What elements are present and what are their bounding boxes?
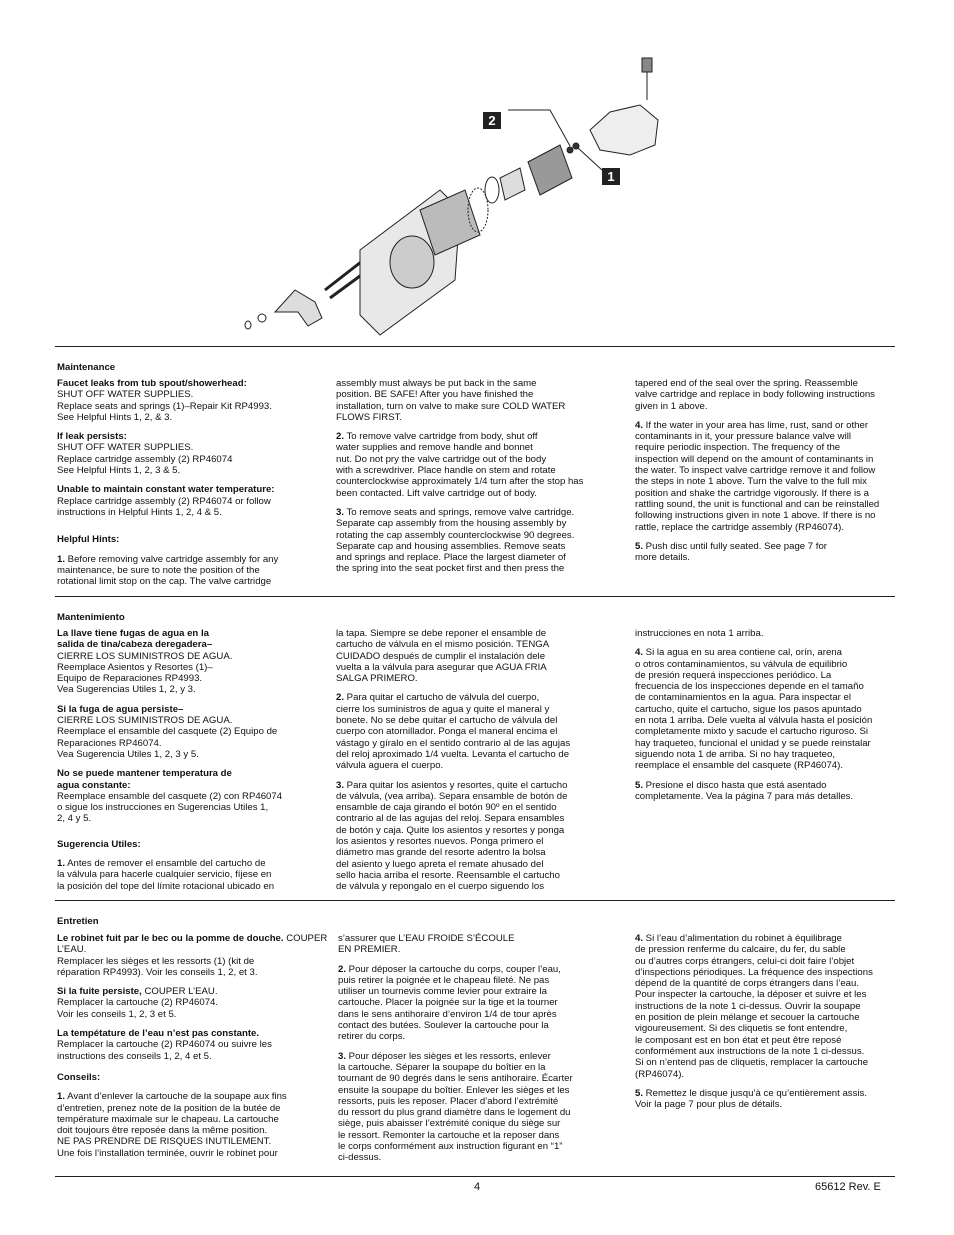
en-temp-heading: Unable to maintain constant water temperature: (57, 484, 275, 496)
es-temp-text: Reemplace ensamble del casquete (2) con RP46074 o sigue los instrucciones en Sugerencias Utiles 1, 2, 4 y 5. (57, 790, 283, 825)
en-hint-5-text: Push disc until fully seated. See page 7 for more details. (635, 540, 828, 564)
en-persist-heading: If leak persists: (57, 431, 127, 443)
es-hint-3-number: 3. (336, 779, 345, 791)
fr-leaks-text: Remplacer les sièges et les ressorts (1) (kit de réparation RP4993). Voir les conseils 1, 2, et 3. (57, 955, 258, 978)
en-leaks-heading: Faucet leaks from tub spout/showerhead: (57, 378, 247, 389)
es-column-2 (336, 628, 621, 901)
en-persist-text: SHUT OFF WATER SUPPLIES. Replace cartridge assembly (2) RP46074 See Helpful Hints 1, 2, 3 & 5. (57, 442, 233, 477)
fr-column-1 (57, 933, 332, 1167)
section-title-entretien: Entretien (57, 916, 99, 927)
fr-hint-3-text: Pour déposer les sièges et les ressorts, enlever la cartouche. Séparer la soupape du boîtier en la tournant de 90 degrés dans le sens antihoraire. Écarter ensuite la soupape du boîtier. Enlever les sièges et les ressorts, puis les reposer. Placer d’abord l’extrémité du ressort du plus grand diamètre dans le logement du siège, puis abaisser l’extrémité conique du siège sur le ressort. Remonter la cartouche et la reposer dans le corps conformément aux instruction figurant en “1” ci-dessus. (338, 1050, 573, 1164)
fr-temp-text: Remplacer la cartouche (2) RP46074 ou suivre les instructions des conseils 1, 2, 4 et 5. (57, 1039, 272, 1062)
page-number: 4 (474, 1181, 481, 1193)
es-hint-1-cont: la tapa. Siempre se debe reponer el ensamble de cartucho de válvula en el mismo posición. TENGA CUIDADO después de cumplir el instalación dele vuelta a la válvula para asegurar que AGUA FRIA SALGA PRIMERO. (336, 628, 550, 685)
es-hint-1-number: 1. (57, 858, 66, 870)
fr-hint-3-number: 3. (338, 1050, 347, 1062)
fr-temp-heading: La tempétature de l’eau n’est pas constante. (57, 1028, 260, 1040)
es-hint-5-text: Presione el disco hasta que está asentado completamente. Vea la página 7 para más detalles. (635, 779, 854, 802)
es-hint-2-number: 2. (336, 692, 345, 704)
fr-hint-2-number: 2. (338, 963, 347, 975)
en-column-1 (57, 378, 317, 595)
es-column-3 (635, 628, 925, 810)
en-temp-text: Replace cartridge assembly (2) RP46074 or follow instructions in Helpful Hints 1, 2, 4 & 5. (57, 495, 271, 518)
fr-leaks-heading: Le robinet fuit par le bec ou la pomme de douche. (57, 933, 284, 944)
en-hint-1-text: Before removing valve cartridge assembly for any maintenance, be sure to note the position of the rotational limit stop on the cap. The valve cartridge (57, 553, 279, 588)
fr-column-3 (635, 933, 925, 1118)
fr-hints-heading: Conseils: (57, 1071, 101, 1083)
fr-persist-cut: COUPER L’EAU. (141, 986, 218, 998)
es-temp-heading: No se puede mantener temperatura de agua constante: (57, 768, 232, 791)
es-hint-3-text: Para quitar los asientos y resortes, quite el cartucho de válvula, (vea arriba). Separa ensamble de botón de ensamble de caja girando el botón 90º en el sentido contrario al de las agujas del reloj. Separa ensambles de botón y caja. Quite los asientos y resortes y ponga los asientos y resortes nuevos. Ponga primero el diámetro mas grande del resorte adentro la bolsa del asiento y luego apreta el remate ahusado del sello hacia arriba el resorte. Reensamble el cartucho de válvula y repongalo en el cuerpo siguendo los (336, 779, 568, 893)
en-hint-3-cont: tapered end of the seal over the spring. Reassemble valve cartridge and replace in body following instructions given in 1 above. (635, 378, 875, 412)
en-leaks-text: SHUT OFF WATER SUPPLIES. Replace seats and springs (1)–Repair Kit RP4993. See Helpful Hints 1, 2, & 3. (57, 389, 272, 423)
fr-hint-2-text: Pour déposer la cartouche du corps, couper l’eau, puis retirer la poignée et le chapeau fileté. Ne pas utiliser un tournevis comme levier pour extraire la cartouche. Placer la poignée sur la tige et la tourner dans le sens antihoraire d’environ 1/4 de tour après contact des butées. Soulever la cartouche pour la retirer du corps. (338, 963, 561, 1043)
fr-persist-text: Remplacer la cartouche (2) RP46074. Voir les conseils 1, 2, 3 et 5. (57, 997, 219, 1020)
es-column-1 (57, 628, 327, 900)
exploded-parts-diagram (230, 50, 670, 340)
en-hint-3-number: 3. (336, 506, 345, 518)
fr-hint-5-text: Remettez le disque jusqu’à ce qu’entièrement assis. Voir la page 7 pour plus de détails. (635, 1087, 867, 1111)
es-hint-5-number: 5. (635, 779, 644, 791)
es-leaks-text: CIERRE LOS SUMINISTROS DE AGUA. Reemplace Asientos y Resortes (1)– Equipo de Reparaciones RP4993. Vea Sugerencias Utiles 1, 2, y 3. (57, 650, 233, 696)
fr-column-2 (338, 933, 623, 1172)
en-column-2 (336, 378, 621, 583)
section-divider (55, 900, 895, 901)
en-hint-3-text: To remove seats and springs, remove valve cartridge. Separate cap assembly from the housing assembly by rotating the cap assembly counterclockwise 90 degrees. Separate cap and housing assemblies. Remove seats and springs and replace. Place the largest diameter of the spring into the seat pocket first and then press the (336, 506, 575, 575)
es-hint-2-text: Para quitar el cartucho de válvula del cuerpo, cierre los suministros de agua y quite el maneral y bonete. No se debe quitar el cartucho de válvula del cuerpo con atornillador. Ponga el maneral encima el vástago y gíralo en el sentido contrario al de las agujas del reloj aproximado 1/4 vuelta. Levanta el cartucho de válvula aguera el cuerpo. (336, 692, 571, 772)
es-persist-text: CIERRE LOS SUMINISTROS DE AGUA. Reemplace el ensamble del casquete (2) Equipo de Reparaciones RP46074. Vea Sugerencia Utiles 1, 2, 3 y 5. (57, 715, 278, 760)
es-hint-4-number: 4. (635, 647, 644, 659)
fr-leaks-cut: COUPER L’EAU. (57, 933, 328, 956)
section-divider (55, 346, 895, 347)
section-title-mantenimiento: Mantenimiento (57, 612, 125, 623)
es-hint-1-text: Antes de remover el ensamble del cartucho de la válvula para hacerle cualquier servicio, fíjese en la posición del tope del límite rotacional ubicado en (57, 858, 275, 892)
fr-hint-1-cont: s’assurer que L’EAU FROIDE S’ÉCOULE EN PREMIER. (338, 933, 515, 956)
fr-persist-heading: Si la fuite persiste, (57, 986, 142, 998)
en-hint-2-text: To remove valve cartridge from body, shut off water supplies and remove handle and bonnet nut. Do not pry the valve cartridge out of the body with a screwdriver. Place handle on stem and rotate counterclockwise approximately 1/4 turn after the stop has been contacted. Lift valve cartridge out of body. (336, 431, 584, 499)
section-title-maintenance: Maintenance (57, 362, 116, 373)
en-hint-5-number: 5. (635, 540, 644, 552)
callout-2: 2 (483, 112, 501, 129)
footer-divider (55, 1176, 895, 1177)
en-hint-1-cont: assembly must always be put back in the same position. BE SAFE! After you have finished the installation, turn on valve to make sure COLD WATER FLOWS FIRST. (336, 378, 566, 423)
fr-hint-1-text: Avant d’enlever la cartouche de la soupape aux fins d’entretien, prenez note de la position de la butée de température maximale sur le chapeau. La cartouche doit toujours être reposée dans la même position. NE PAS PRENDRE DE RISQUES INUTILEMENT. Une fois l’installation terminée, ouvrir le robinet pour (57, 1091, 287, 1159)
en-hint-1-number: 1. (57, 553, 66, 565)
fr-hint-5-number: 5. (635, 1087, 644, 1099)
en-hint-4-number: 4. (635, 419, 644, 431)
document-revision: 65612 Rev. E (815, 1181, 881, 1193)
es-hint-4-text: Si la agua en su area contiene cal, orín, arena o otros contaminamientos, su válvula de equilibrio de presión requerá inspecciones periódico. La frecuencia de los inspecciones depende en el tamaño de contaminamientos en la agua. Para inspectar el cartucho, quite el cartucho, sigue los pasos apuntado en nota 1 arriba. Dele vuelta al válvula hasta el posición completamente mixto y sacude el cartucho riguroso. Si hay traqueteo, funcional el unidad y se puede reinstalar siguendo nota 1 de arriba. Si no hay traqueteo, reemplace el ensamble del casquete (RP46074). (635, 647, 873, 772)
es-leaks-heading: La llave tiene fugas de agua en la salida de tina/cabeza deregadera– (57, 628, 213, 651)
section-divider (55, 596, 895, 597)
en-hints-heading: Helpful Hints: (57, 534, 120, 546)
es-persist-heading: Si la fuga de agua persiste– (57, 703, 184, 715)
es-hints-heading: Sugerencia Utiles: (57, 838, 141, 850)
fr-hint-4-text: Si l’eau d’alimentation du robinet à équilibrage de pression renferme du calcaire, du fer, du sable ou d’autres corps étrangers, celui-ci doit faire l’objet d’inspections périodiques. La fréquence des inspections dépend de la quantité de corps étrangers dans l’eau. Pour inspecter la cartouche, la déposer et suivre et les instructions de la note 1 ci-dessus. Ouvrir la soupape en position de plein mélange et secouer la cartouche vigoureusement. Si des cliquetis se font entendre, le composant est en bon état et peut être reposé conformément aux instructions de la note 1 ci-dessus. Si on n’entend pas de cliquetis, remplacer la cartouche (RP46074). (635, 933, 873, 1080)
en-hint-2-number: 2. (336, 431, 345, 443)
es-hint-3-cont: instrucciones en nota 1 arriba. (635, 628, 764, 639)
fr-hint-1-number: 1. (57, 1091, 66, 1103)
fr-hint-4-number: 4. (635, 933, 644, 944)
en-column-3 (635, 378, 925, 571)
callout-1: 1 (602, 168, 620, 185)
en-hint-4-text: If the water in your area has lime, rust, sand or other contaminants in it, your pressure balance valve will require periodic inspection. The frequency of the inspection will depend on the amount of contaminants in the water. To inspect valve cartridge remove it and follow the steps in note 1 above. Turn the valve to the full mix position and shake the cartridge vigorously. If there is a rattling sound, the unit is functional and can be reinstalled following instructions given in note 1 above. If there is no rattle, replace the cartridge assembly (RP46074). (635, 419, 880, 533)
